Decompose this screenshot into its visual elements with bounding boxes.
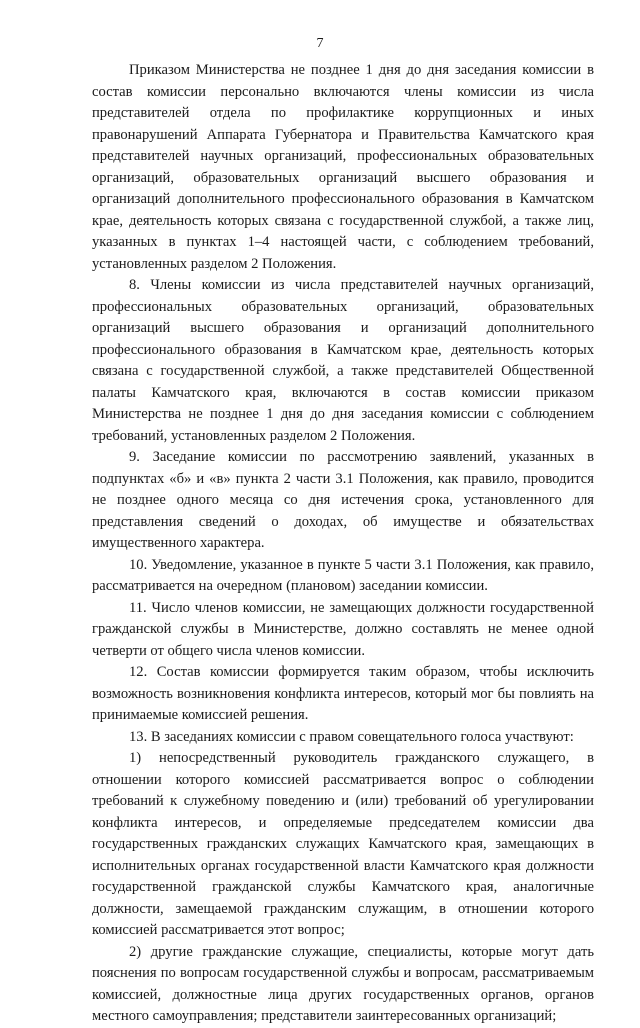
paragraph-13: 13. В заседаниях комиссии с правом совещательного голоса участвуют: (129, 728, 574, 745)
paragraph-13-item-1: 1) непосредственный руководитель гражданского служащего, в отношении которого комиссией рассматривается вопрос о соблюдении требований к служебному поведению и (или) требований об урегулировании конфликта интересов, и определяемые председателем комиссии два государственных гражданских служащих Камчатского края, замещающих в исполнительных органах государственной власти Камчатского края должности государственной гражданской службы Камчатского края, аналогичные должности, замещаемой гражданским служащим, в отношении которого комиссией рассматривается этот вопрос; (92, 750, 594, 938)
paragraph-8: 8. Члены комиссии из числа представителей научных организаций, профессиональных образовательных организаций, образовательных организаций высшего образования и организаций дополнительного профессионального образования в Камчатском крае, деятельность которых связана с государственной службой, а также представителей Общественной палаты Камчатского края, включаются в состав комиссии приказом Министерства не позднее 1 дня до дня заседания комиссии с соблюдением требований, установленных разделом 2 Положения. (92, 277, 594, 444)
paragraph-9: 9. Заседание комиссии по рассмотрению заявлений, указанных в подпунктах «б» и «в» пункта 2 части 3.1 Положения, как правило, проводится не позднее одного месяца со дня истечения срока, установленного для представления сведений о доходах, об имуществе и обязательствах имущественного характера. (92, 449, 594, 551)
paragraph-11: 11. Число членов комиссии, не замещающих должности государственной гражданской службы в Министерстве, должно составлять не менее одной четверти от общего числа членов комиссии. (92, 599, 594, 659)
paragraph-13-item-2: 2) другие гражданские служащие, специалисты, которые могут дать пояснения по вопросам государственной службы и вопросам, рассматриваемым комиссией, должностные лица других государственных органов, органов местного самоуправления; представители заинтересованных организаций; (92, 943, 594, 1024)
paragraph-12: 12. Состав комиссии формируется таким образом, чтобы исключить возможность возникновения конфликта интересов, который мог бы повлиять на принимаемые комиссией решения. (92, 664, 594, 723)
page-number: 7 (316, 36, 324, 51)
document-body (92, 60, 594, 1028)
paragraph-10: 10. Уведомление, указанное в пункте 5 части 3.1 Положения, как правило, рассматривается на очередном (плановом) заседании комиссии. (92, 556, 594, 594)
paragraph-intro: Приказом Министерства не позднее 1 дня до дня заседания комиссии в состав комиссии персонально включаются члены комиссии из числа представителей отдела по профилактике коррупционных и иных правонарушений Аппарата Губернатора и Правительства Камчатского края представителей научных организаций, профессиональных образовательных организаций, образовательных организаций высшего образования и организаций дополнительного профессионального образования в Камчатском крае, деятельность которых связана с государственной службой, а также лиц, указанных в пунктах 1–4 настоящей части, с соблюдением требований, установленных разделом 2 Положения. (92, 62, 594, 272)
